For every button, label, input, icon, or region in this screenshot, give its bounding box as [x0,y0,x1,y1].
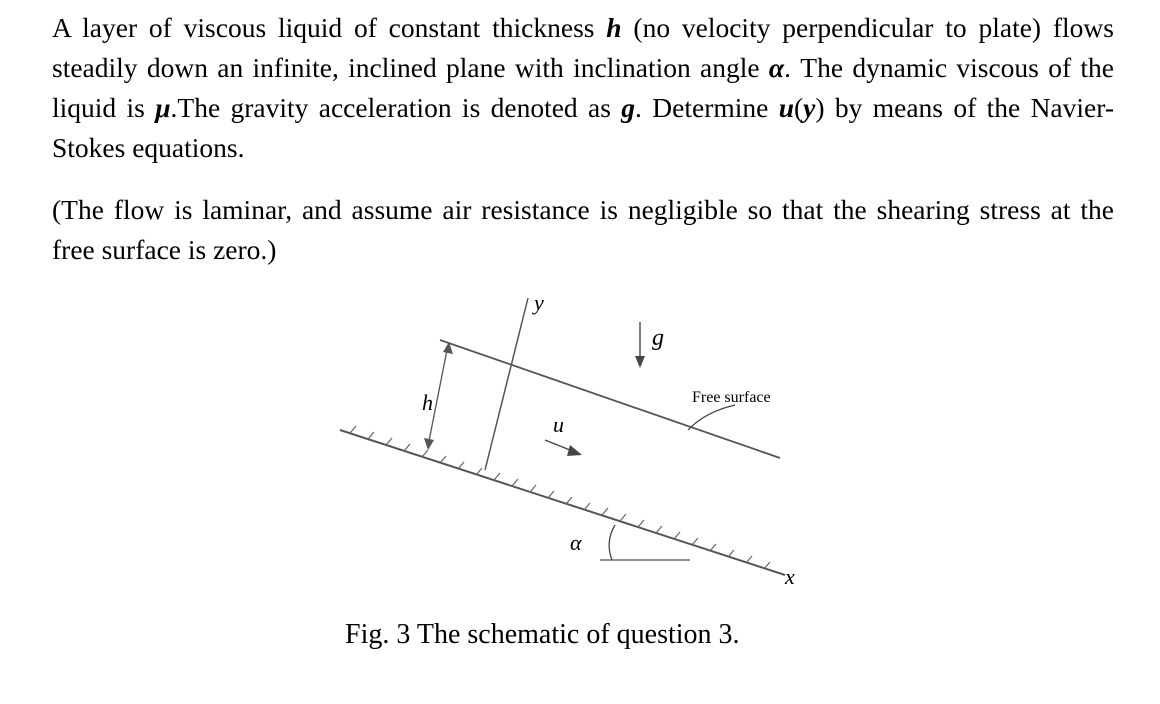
problem-text-1: A layer of viscous liquid of constant thickness [52,12,607,43]
figure-caption: Fig. 3 The schematic of question 3. [345,619,740,650]
problem-statement [52,8,1114,168]
problem-note: (The flow is laminar, and assume air resistance is negligible so that the shearing stress at the free surface is zero.) [52,194,1114,265]
inclined-plane-schematic [300,280,840,600]
problem-text-4: .The gravity acceleration is denoted as [170,92,622,123]
free-surface-pointer [688,405,735,430]
problem-text-3: . The dynamic viscous of the liquid is [52,52,1115,123]
symbol-alpha: α [768,52,785,83]
y-axis [485,298,528,470]
label-h: h [422,390,433,415]
label-alpha: α [570,530,582,555]
symbol-y: y [803,92,816,123]
paren-close: ) [815,92,825,123]
inclined-plate-line [340,430,785,575]
symbol-h: h [606,12,622,43]
label-y: y [534,290,544,315]
label-u: u [553,412,564,437]
plate-hatching [350,426,770,569]
label-g: g [652,325,664,351]
symbol-g: g [621,92,636,123]
symbol-u: u [778,92,794,123]
paren-open: ( [793,92,804,123]
label-x: x [785,564,795,589]
gravity-arrowhead [635,356,645,368]
symbol-mu: μ [155,92,171,123]
problem-text-6: by means of the Navier-Stokes equations. [52,92,1115,163]
problem-text-5: . Determine [635,92,779,123]
h-arrowhead-bottom [424,438,434,450]
velocity-arrowhead [567,445,582,456]
label-free-surface: Free surface [692,389,771,406]
alpha-arc [609,525,615,560]
problem-text-2: (no velocity perpendicular to plate) flows steadily down an infinite, inclined plane with inclination angle [52,12,1114,83]
